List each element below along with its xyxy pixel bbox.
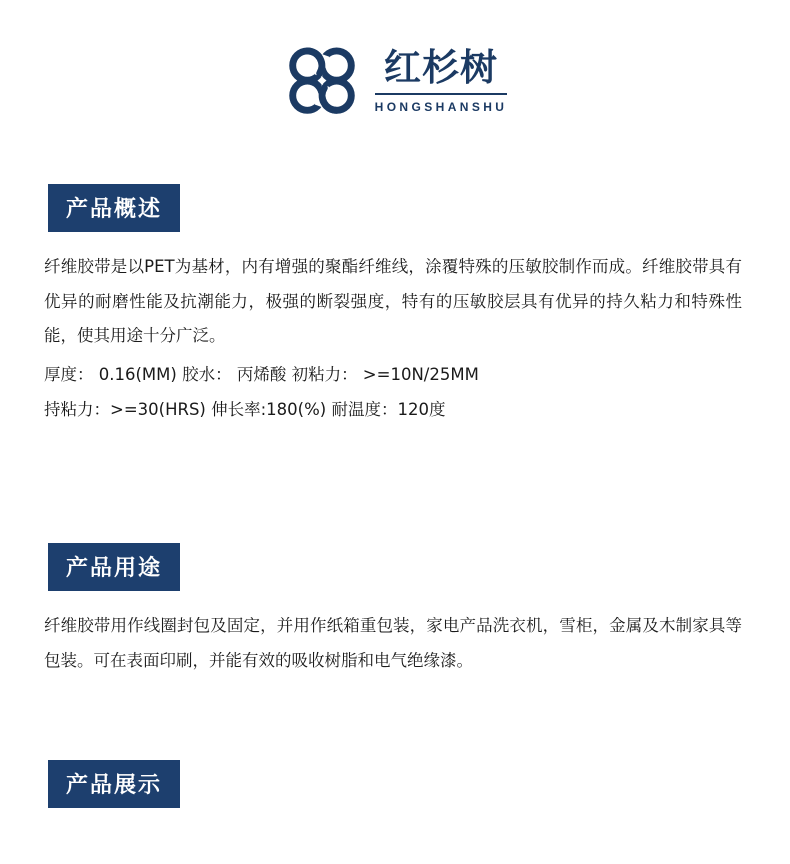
brand-divider <box>375 93 508 95</box>
section-overview-header <box>0 184 790 232</box>
usage-paragraph-1: 纤维胶带用作线圈封包及固定，并用作纸箱重包装，家电产品洗衣机，雪柜，金属及木制家具等包装。可在表面印刷，并能有效的吸收树脂和电气绝缘漆。 <box>44 616 742 670</box>
section-usage-body <box>0 609 790 678</box>
overview-spec-line-1: 厚度： 0.16(MM) 胶水： 丙烯酸 初粘力： >=10N/25MM <box>44 364 479 384</box>
overview-spec-line-2: 持粘力：>=30(HRS) 伸长率:180(%) 耐温度：120度 <box>44 399 446 419</box>
section-title-usage: 产品用途 <box>48 543 180 591</box>
brand-name-en: HONGSHANSHU <box>374 100 508 114</box>
brand-name-cn: 红杉树 <box>384 46 498 89</box>
interlocking-rings-logo-icon <box>283 44 361 118</box>
section-usage-header <box>0 543 790 591</box>
section-title-overview: 产品概述 <box>48 184 180 232</box>
section-title-showcase: 产品展示 <box>48 760 180 808</box>
section-overview-body <box>0 250 790 427</box>
section-showcase-header <box>0 760 790 808</box>
brand-logo <box>0 0 790 128</box>
brand-wordmark <box>374 46 508 114</box>
overview-paragraph-1: 纤维胶带是以PET为基材，内有增强的聚酯纤维线，涂覆特殊的压敏胶制作而成。纤维胶带具有优异的耐磨性能及抗潮能力，极强的断裂强度，特有的压敏胶层具有优异的持久粘力和特殊性能，使其用途十分广泛。 <box>44 257 742 346</box>
